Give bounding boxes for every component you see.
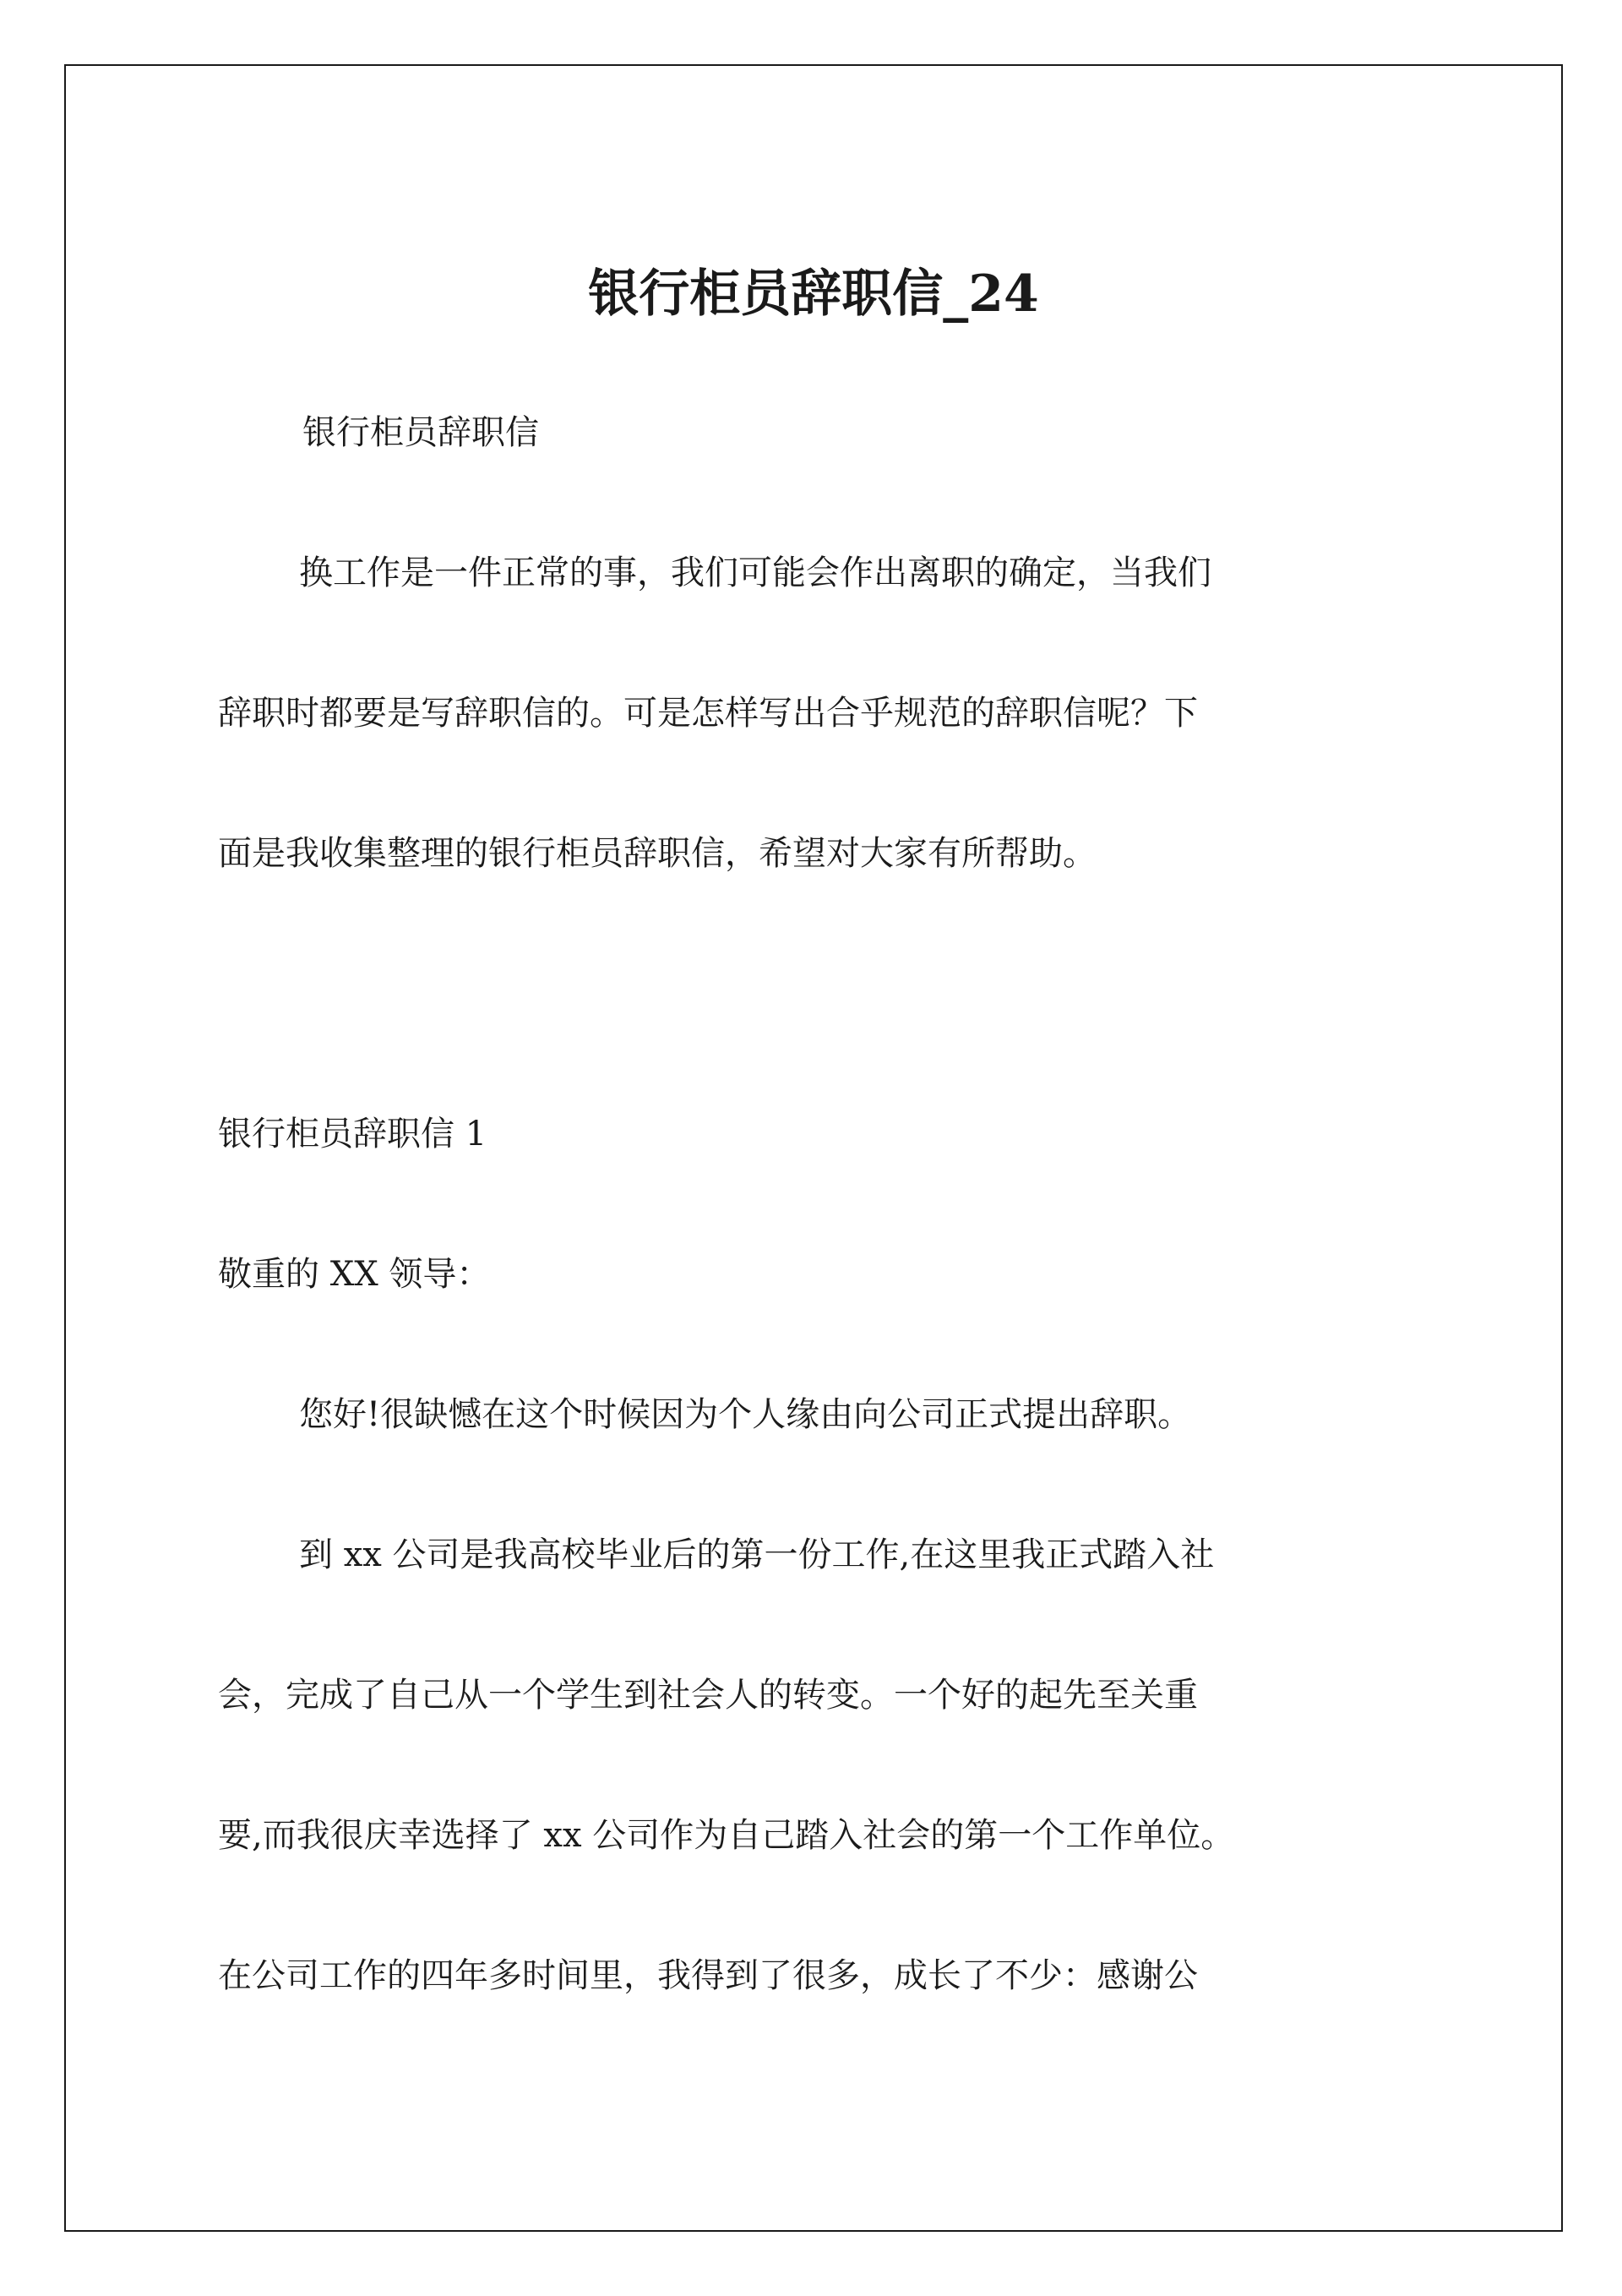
paragraph-line: 到 xx 公司是我高校毕业后的第一份工作,在这里我正式踏入社	[299, 1535, 1215, 1574]
document-title: 银行柜员辞职信_24	[588, 265, 1039, 324]
section-heading: 银行柜员辞职信 1	[218, 1115, 487, 1153]
paragraph-line: 辞职时都要是写辞职信的。可是怎样写出合乎规范的辞职信呢？下	[218, 694, 1198, 733]
paragraph-line: 在公司工作的四年多时间里，我得到了很多，成长了不少：感谢公	[218, 1956, 1198, 1995]
paragraph-line: 换工作是一件正常的事，我们可能会作出离职的确定，当我们	[299, 554, 1211, 592]
paragraph-line: 面是我收集整理的银行柜员辞职信，希望对大家有所帮助。	[218, 834, 1097, 873]
paragraph-line: 会，完成了自己从一个学生到社会人的转变。一个好的起先至关重	[218, 1676, 1198, 1715]
subtitle-line: 银行柜员辞职信	[302, 413, 539, 452]
paragraph-line: 您好!很缺憾在这个时候因为个人缘由向公司正式提出辞职。	[299, 1395, 1192, 1434]
document-page	[64, 64, 1563, 2232]
paragraph-line: 要,而我很庆幸选择了 xx 公司作为自己踏入社会的第一个工作单位。	[218, 1816, 1235, 1855]
salutation: 敬重的 XX 领导：	[218, 1255, 491, 1294]
